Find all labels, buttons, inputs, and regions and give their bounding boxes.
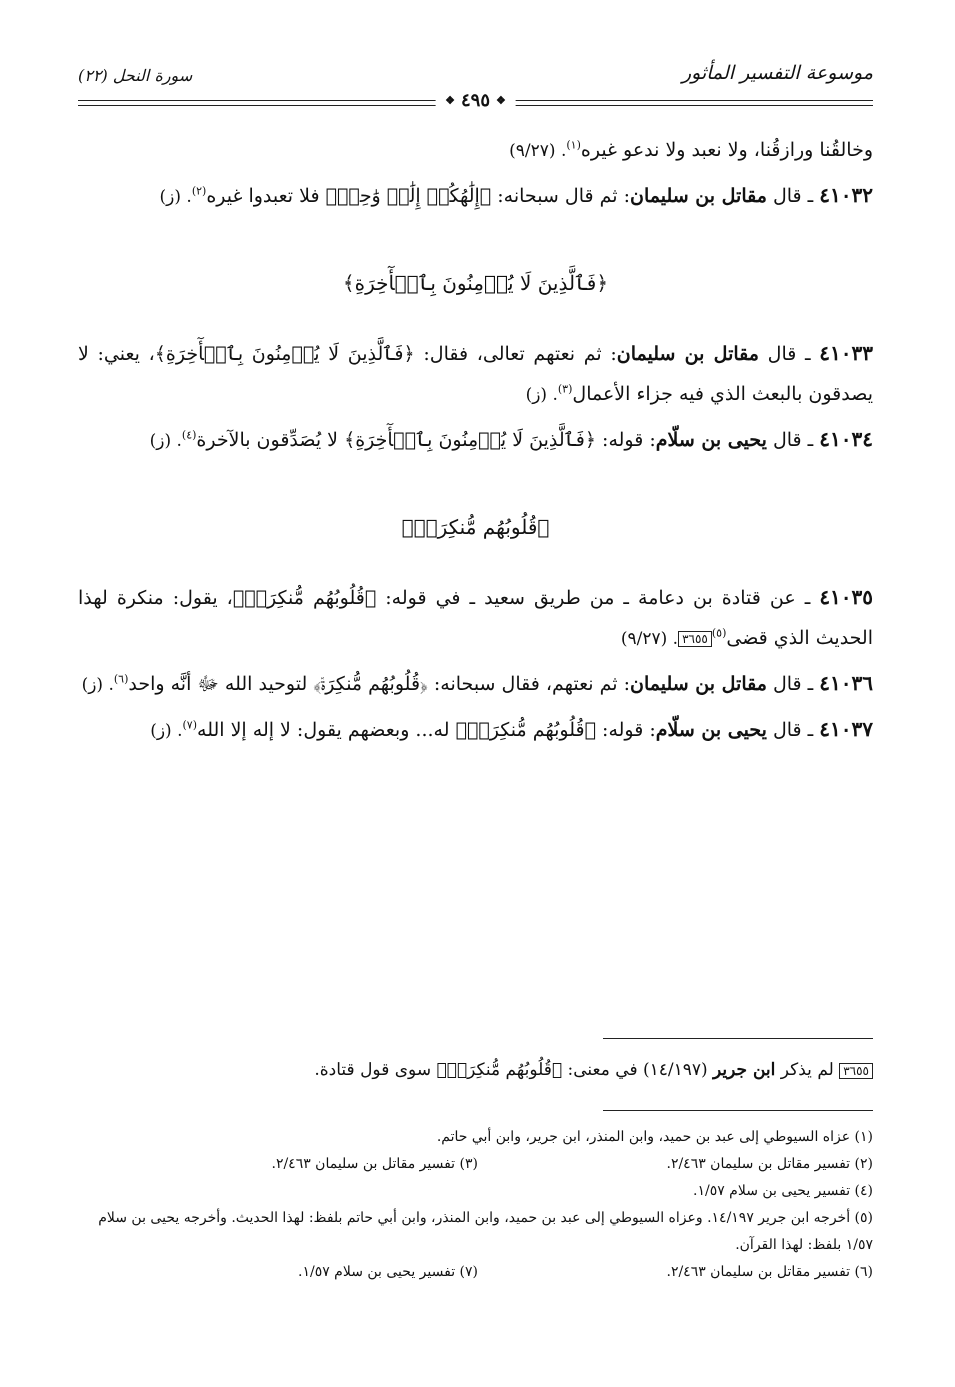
quran-verse: ﴿قُلُوبُهُم مُّنكِرَةٞ﴾ [313,673,428,695]
entry-41032 [78,175,873,217]
quran-verse: ﴿قُلُوبُهُم مُّنكِرَةٞ﴾ [436,1060,563,1080]
entry-text: : قوله: [602,719,656,741]
surah-title: سورة النحل (٢٢) [78,66,193,85]
narrator-name: ابن جرير [713,1060,776,1080]
entry-text: ـ قال [767,343,811,365]
note-text: (١٤/١٩٧) في معنى: [567,1060,708,1080]
reference: . (٩/٢٧) [509,141,567,161]
entry-number: ٤١٠٣٣ [819,341,874,365]
footnote-separator [603,1110,873,1111]
reference: . (ز) [150,721,183,741]
footnote-marker: (١) [566,138,581,152]
page-header [78,60,873,111]
reference: . (٩/٢٧) [620,629,679,649]
entry-41036 [78,663,873,705]
footnote-5: (٥) أخرجه ابن جرير ١٤/١٩٧. وعزاه السيوطي إلى عبد بن حميد، وابن المنذر، وابن أبي حاتم بلفظ: لهذا الحديث. وأخرجه يحيى بن سلام ١/٥٧ بلفظ: لهذا القرآن. [98,1210,873,1253]
note-code-box: ٣٦٥٥ [678,631,712,647]
reference: . (ز) [149,431,182,451]
entry-text: : ثم نعتهم تعالى، فقال: [423,343,617,365]
ornament-icon: ❖ [445,94,455,107]
note-code-box: ٣٦٥٥ [839,1063,873,1079]
entry-text: لتوحيد الله ﷻ أنَّه واحد [128,673,308,695]
paragraph-text: وخالقُنا ورازقُنا، ولا نعبد ولا ندعو غيره [580,139,873,161]
paragraph-continuation [78,130,873,171]
footnote-6: (٦) تفسير مقاتل بن سليمان ٢/٤٦٣. [666,1264,873,1280]
editor-note [78,1052,873,1088]
entry-number: ٤١٠٣٢ [819,183,873,207]
footnote-marker: (٦) [113,672,129,686]
verse-heading: ﴿قُلُوبُهُم مُّنكِرَةٞ﴾ [401,515,550,539]
entry-text: فلا تعبدوا غيره [206,185,320,207]
reference: . (ز) [525,385,558,405]
entry-text: لا يُصَدِّقون بالآخرة [196,429,339,451]
entry-number: ٤١٠٣٧ [819,717,873,741]
narrator-name: يحيى بن سلّام [655,719,767,741]
quran-verse: ﴿قُلُوبُهُم مُّنكِرَةٞ﴾ [455,719,596,741]
entry-text: ـ قال [772,429,814,451]
quran-verse: ﴿إِلَٰهُكُمۡ إِلَٰهٞ وَٰحِدٞ﴾ [325,185,492,207]
entry-text: : ثم نعتهم، فقال سبحانه: [433,673,630,695]
footnote-4: (٤) تفسير يحيى بن سلام ١/٥٧. [693,1183,873,1199]
note-text: لم يذكر [780,1060,834,1080]
narrator-name: يحيى بن سلّام [655,429,767,451]
entry-text: : ثم قال سبحانه: [497,185,630,207]
reference: . (ز) [159,187,192,207]
narrator-name: مقاتل بن سليمان [616,343,759,365]
reference: . (ز) [81,675,114,695]
footnote-2: (٢) تفسير مقاتل بن سليمان ٢/٤٦٣. [666,1156,873,1172]
note-text: سوى قول قتادة. [314,1060,432,1080]
footnote-marker: (٣) [557,382,573,396]
narrator-name: مقاتل بن سليمان [629,185,767,207]
entry-41034 [78,419,873,461]
quran-verse: ﴿قُلُوبُهُم مُّنكِرَةٞ﴾ [232,587,377,609]
quran-verse: ﴿فَٱلَّذِينَ لَا يُؤۡمِنُونَ بِٱلۡأٓخِرَةِ﴾ [154,343,415,365]
verse-heading: ﴿فَٱلَّذِينَ لَا يُؤۡمِنُونَ بِٱلۡأٓخِرَةِ﴾ [342,271,609,295]
entry-41037 [78,709,873,751]
page-number: ٤٩٥ [460,90,491,111]
footnote-3: (٣) تفسير مقاتل بن سليمان ٢/٤٦٣. [271,1156,478,1172]
entry-41035 [78,577,873,659]
main-content [78,130,873,755]
footnote-marker: (٧) [182,718,198,732]
entry-text: ، يعني: لا يصدقون بالبعث الذي فيه جزاء الأعمال [78,343,873,405]
entry-text: له... وبعضهم يقول: لا إله إلا الله [197,719,450,741]
footnote-row [78,1151,873,1178]
entry-number: ٤١٠٣٤ [819,427,873,451]
page-number-block [435,90,516,111]
ornament-icon: ❖ [496,94,506,107]
footnote-marker: (٢) [191,184,207,198]
narrator-name: مقاتل بن سليمان [629,673,767,695]
entry-text: ـ قال [772,673,814,695]
entry-text: : قوله: [602,429,656,451]
entry-text: ـ عن قتادة بن دعامة ـ من طريق سعيد ـ في قوله: [385,587,811,609]
footnote-marker: (٤) [181,428,197,442]
footnote-1: (١) عزاه السيوطي إلى عبد بن حميد، وابن المنذر، ابن جرير، وابن أبي حاتم. [436,1129,873,1145]
quran-verse: ﴿فَٱلَّذِينَ لَا يُؤۡمِنُونَ بِٱلۡأٓخِرَةِ﴾ [344,429,596,451]
footnote-row [78,1259,873,1286]
footnotes [78,1124,873,1286]
entry-text: ـ قال [772,185,814,207]
book-title: موسوعة التفسير المأثور [681,62,873,84]
entry-41033 [78,333,873,415]
entry-text: ، يقول: منكرة لهذا الحديث الذي قضى [78,587,873,649]
entry-number: ٤١٠٣٦ [819,671,873,695]
entry-text: ـ قال [772,719,814,741]
note-separator [603,1038,873,1039]
footnote-7: (٧) تفسير يحيى بن سلام ١/٥٧. [298,1264,478,1280]
footnote-marker: (٥) [711,626,727,640]
entry-number: ٤١٠٣٥ [819,585,874,609]
